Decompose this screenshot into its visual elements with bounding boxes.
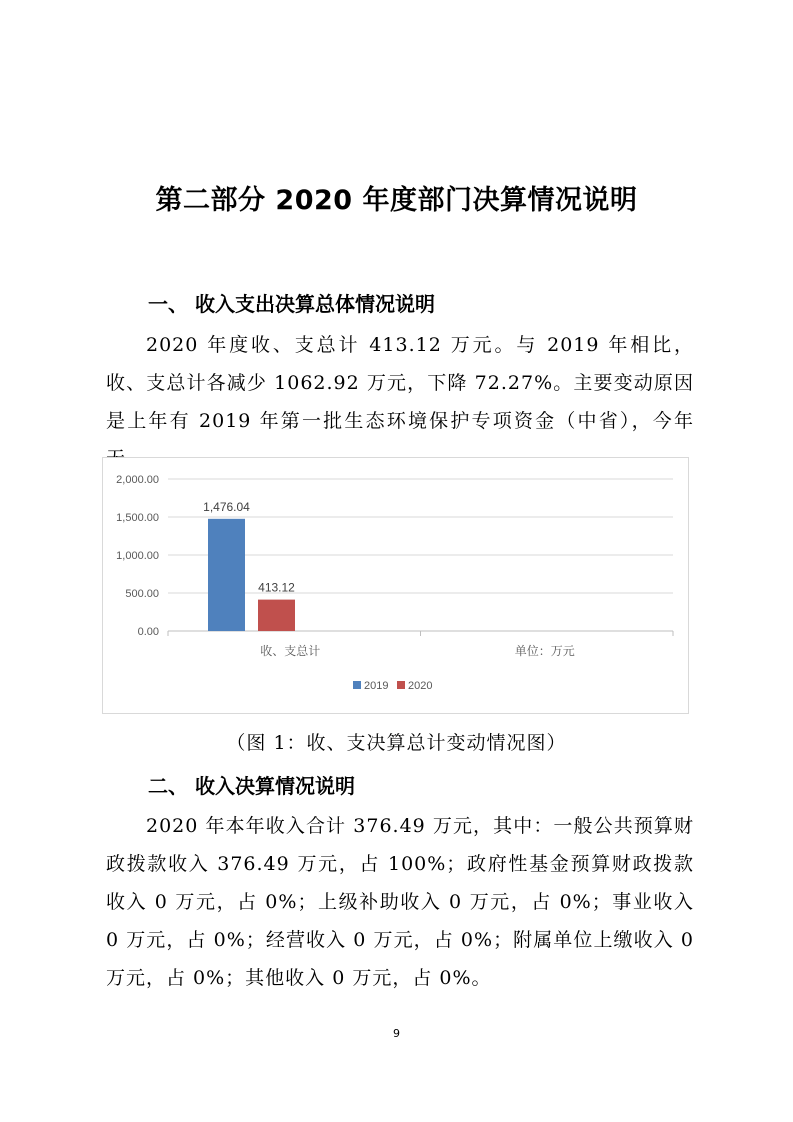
chart-canvas [103,458,688,713]
y-tick-label: 500.00 [125,588,159,600]
bar-2019 [208,519,245,631]
page-title: 第二部分 2020 年度部门决算情况说明 [155,185,638,216]
figure-caption: （图 1：收、支决算总计变动情况图） [226,732,567,754]
x-category-label: 收、支总计 [260,644,321,658]
legend-label: 2019 [364,680,389,692]
y-tick-label: 2,000.00 [116,474,159,486]
page-number: 9 [393,1027,400,1040]
y-tick-label: 0.00 [137,626,159,638]
legend-label: 2020 [408,680,433,692]
y-tick-label: 1,500.00 [116,512,159,524]
unit-label: 单位：万元 [514,644,575,658]
y-tick-label: 1,000.00 [116,550,159,562]
income-expense-chart [102,457,689,714]
section1-heading: 一、 收入支出决算总体情况说明 [148,292,435,316]
data-label: 1,476.04 [203,499,250,514]
data-label: 413.12 [258,580,295,595]
legend-swatch-2019 [353,681,361,689]
section1-paragraph: 2020 年度收、支总计 413.12 万元。与 2019 年相比，收、支总计各减少 1062.92 万元，下降 72.27%。主要变动原因是上年有 2019 年第一批生态环境保护专项资金（中省），今年 [106,334,694,432]
bar-2020 [258,600,295,631]
legend-swatch-2020 [397,681,405,689]
section2-heading: 二、 收入决算情况说明 [148,774,355,798]
section2-paragraph: 2020 年本年收入合计 376.49 万元，其中：一般公共预算财政拨款收入 376.49 万元，占 100%；政府性基金预算财政拨款收入 0 万元，占 0%；上级补助收入 0 万元，占 0%；事业收入 0 万元，占 0%；经营收入 0 万元，占 0%；附属单位上缴收入 0 万元，占 0%；其他收入 0 万元，占 0%。 [106,815,694,989]
